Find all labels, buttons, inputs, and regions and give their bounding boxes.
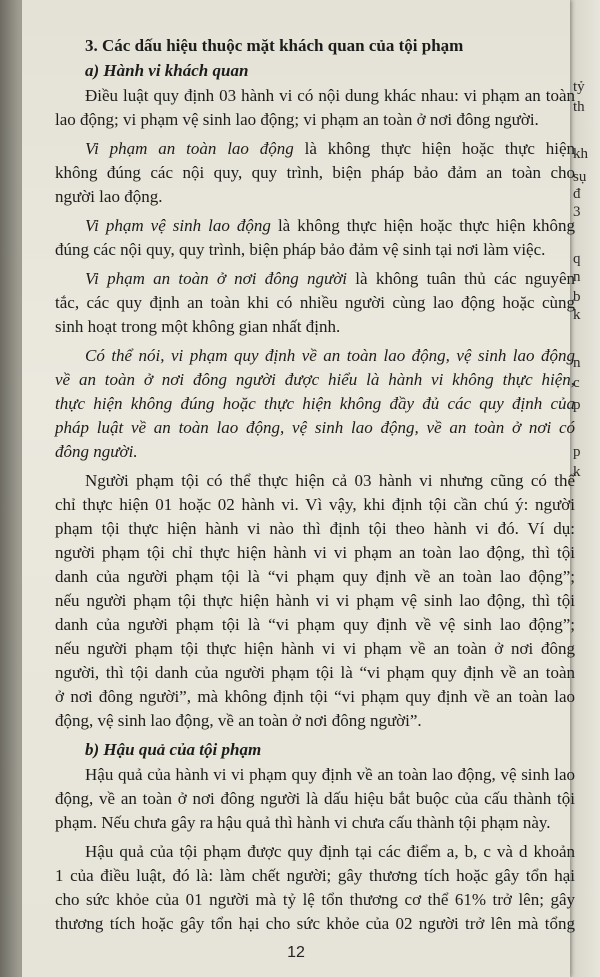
adjacent-page-fragment: th bbox=[573, 99, 585, 115]
text-line: sinh hoạt trong một không gian nhất định. bbox=[55, 317, 341, 336]
text-line: danh của người phạm tội là “vi phạm quy định về an toàn lao động”; bbox=[55, 567, 575, 586]
text-line: đúng các nội quy, quy trình, biện pháp bảo đảm vệ sinh tại nơi làm việc. bbox=[55, 240, 546, 259]
adjacent-page-fragment: n bbox=[573, 269, 581, 285]
defined-term: Vi phạm vệ sinh lao động bbox=[85, 216, 271, 235]
section-heading: 3. Các dấu hiệu thuộc mặt khách quan của tội phạm bbox=[85, 36, 464, 55]
paragraph-italic bbox=[55, 344, 575, 464]
text-line: người lao động. bbox=[55, 187, 163, 206]
text-line: danh của người phạm tội là “vi phạm quy định về vệ sinh lao động”; bbox=[55, 615, 575, 634]
text-line: ở nơi đông người”, mà không định tội “vi phạm quy định về an toàn lao bbox=[55, 687, 575, 706]
adjacent-page-fragment: b bbox=[573, 289, 581, 305]
adjacent-page-fragment: q bbox=[573, 251, 581, 267]
text-line: lao động; vi phạm vệ sinh lao động; vi phạm an toàn ở nơi đông người. bbox=[55, 110, 539, 129]
text-fragment: là không tuân thủ các nguyên bbox=[347, 269, 575, 288]
text-line: nếu người phạm tội thực hiện hành vi vi phạm vệ sinh lao động, thì tội bbox=[55, 591, 575, 610]
adjacent-page-fragment: n bbox=[573, 355, 581, 371]
paragraph bbox=[55, 267, 575, 339]
text-line: nếu người phạm tội thực hiện hành vi vi phạm về an toàn ở nơi đông bbox=[55, 639, 575, 658]
page-number: 12 bbox=[287, 944, 305, 961]
text-line: không đúng các nội quy, quy trình, biện pháp bảo đảm an toàn cho bbox=[55, 163, 575, 182]
adjacent-page-fragment: đ bbox=[573, 186, 581, 202]
text-line bbox=[55, 137, 575, 161]
text-line: cho sức khỏe của 01 người mà tỷ lệ tổn thương cơ thể 61% trở lên; gây bbox=[55, 890, 575, 909]
adjacent-page-fragment: c bbox=[573, 375, 580, 391]
text-line: Người phạm tội có thể thực hiện cả 03 hành vi nhưng cũng có thể bbox=[85, 471, 575, 490]
text-line: đông người. bbox=[55, 442, 138, 461]
adjacent-page-fragment: kh bbox=[573, 146, 588, 162]
text-line: Điều luật quy định 03 hành vi có nội dung khác nhau: vi phạm an toàn bbox=[85, 86, 575, 105]
adjacent-page-fragment: k bbox=[573, 464, 581, 480]
adjacent-page-fragment: p bbox=[573, 397, 581, 413]
paragraph bbox=[55, 840, 575, 936]
text-line: động, về an toàn ở nơi đông người là dấu hiệu bắt buộc của cấu thành tội bbox=[55, 789, 575, 808]
text-line: pháp luật về an toàn lao động, vệ sinh lao động, về an toàn ở nơi có bbox=[55, 418, 575, 437]
text-line: Hậu quả của tội phạm được quy định tại các điểm a, b, c và d khoản bbox=[85, 842, 575, 861]
text-line: thực hiện không đúng hoặc thực hiện không đầy đủ các quy định của bbox=[55, 394, 575, 413]
text-fragment: là không thực hiện hoặc thực hiện không bbox=[270, 216, 575, 235]
text-line: tắc, các quy định an toàn khi có nhiều người cùng lao động hoặc cùng bbox=[55, 293, 575, 312]
text-line: chỉ thực hiện 01 hoặc 02 hành vi. Vì vậy, khi định tội cần chú ý: người bbox=[55, 495, 575, 514]
paragraph bbox=[55, 469, 575, 733]
adjacent-page-fragment: k bbox=[573, 307, 581, 323]
paragraph bbox=[55, 214, 575, 262]
text-line bbox=[55, 214, 575, 238]
subsection-title-a: a) Hành vi khách quan bbox=[85, 61, 249, 80]
text-line bbox=[55, 267, 575, 291]
defined-term: Vi phạm an toàn lao động bbox=[85, 139, 294, 158]
text-line: về an toàn ở nơi đông người được hiểu là hành vi không thực hiện, bbox=[55, 370, 575, 389]
text-fragment: là không thực hiện hoặc thực hiện bbox=[293, 139, 575, 158]
paragraph bbox=[55, 84, 575, 132]
text-line: thương tích hoặc gây tổn hại cho sức khỏe của 02 người trở lên mà tổng bbox=[55, 914, 575, 933]
adjacent-page-fragment: tỷ bbox=[573, 79, 585, 95]
adjacent-page-fragment: p bbox=[573, 444, 581, 460]
page-content bbox=[55, 34, 575, 941]
book-page bbox=[22, 0, 575, 977]
paragraph bbox=[55, 137, 575, 209]
paragraph bbox=[55, 763, 575, 835]
text-line: động, vệ sinh lao động, về an toàn ở nơi đông người”. bbox=[55, 711, 422, 730]
text-line: người, thì tội danh của người phạm tội là “vi phạm quy định về an toàn bbox=[55, 663, 575, 682]
adjacent-page-fragment: 3 bbox=[573, 204, 581, 220]
text-line: 1 của điều luật, đó là: làm chết người; gây thương tích hoặc gây tổn hại bbox=[55, 866, 575, 885]
text-line: người phạm tội chỉ thực hiện hành vi vi phạm an toàn lao động, thì tội bbox=[55, 543, 575, 562]
subsection-title-b: b) Hậu quả của tội phạm bbox=[85, 740, 262, 759]
text-line: Hậu quả của hành vi vi phạm quy định về an toàn lao động, vệ sinh lao bbox=[85, 765, 575, 784]
defined-term: Vi phạm an toàn ở nơi đông người bbox=[85, 269, 348, 288]
text-line: phạm. Nếu chưa gây ra hậu quả thì hành vi chưa cấu thành tội phạm này. bbox=[55, 813, 551, 832]
text-line: phạm tội thực hiện hành vi nào thì định tội theo hành vi đó. Ví dụ: bbox=[55, 519, 575, 538]
adjacent-page-fragment: sụ bbox=[573, 169, 587, 185]
text-line: Có thể nói, vi phạm quy định về an toàn lao động, vệ sinh lao động bbox=[85, 346, 575, 365]
